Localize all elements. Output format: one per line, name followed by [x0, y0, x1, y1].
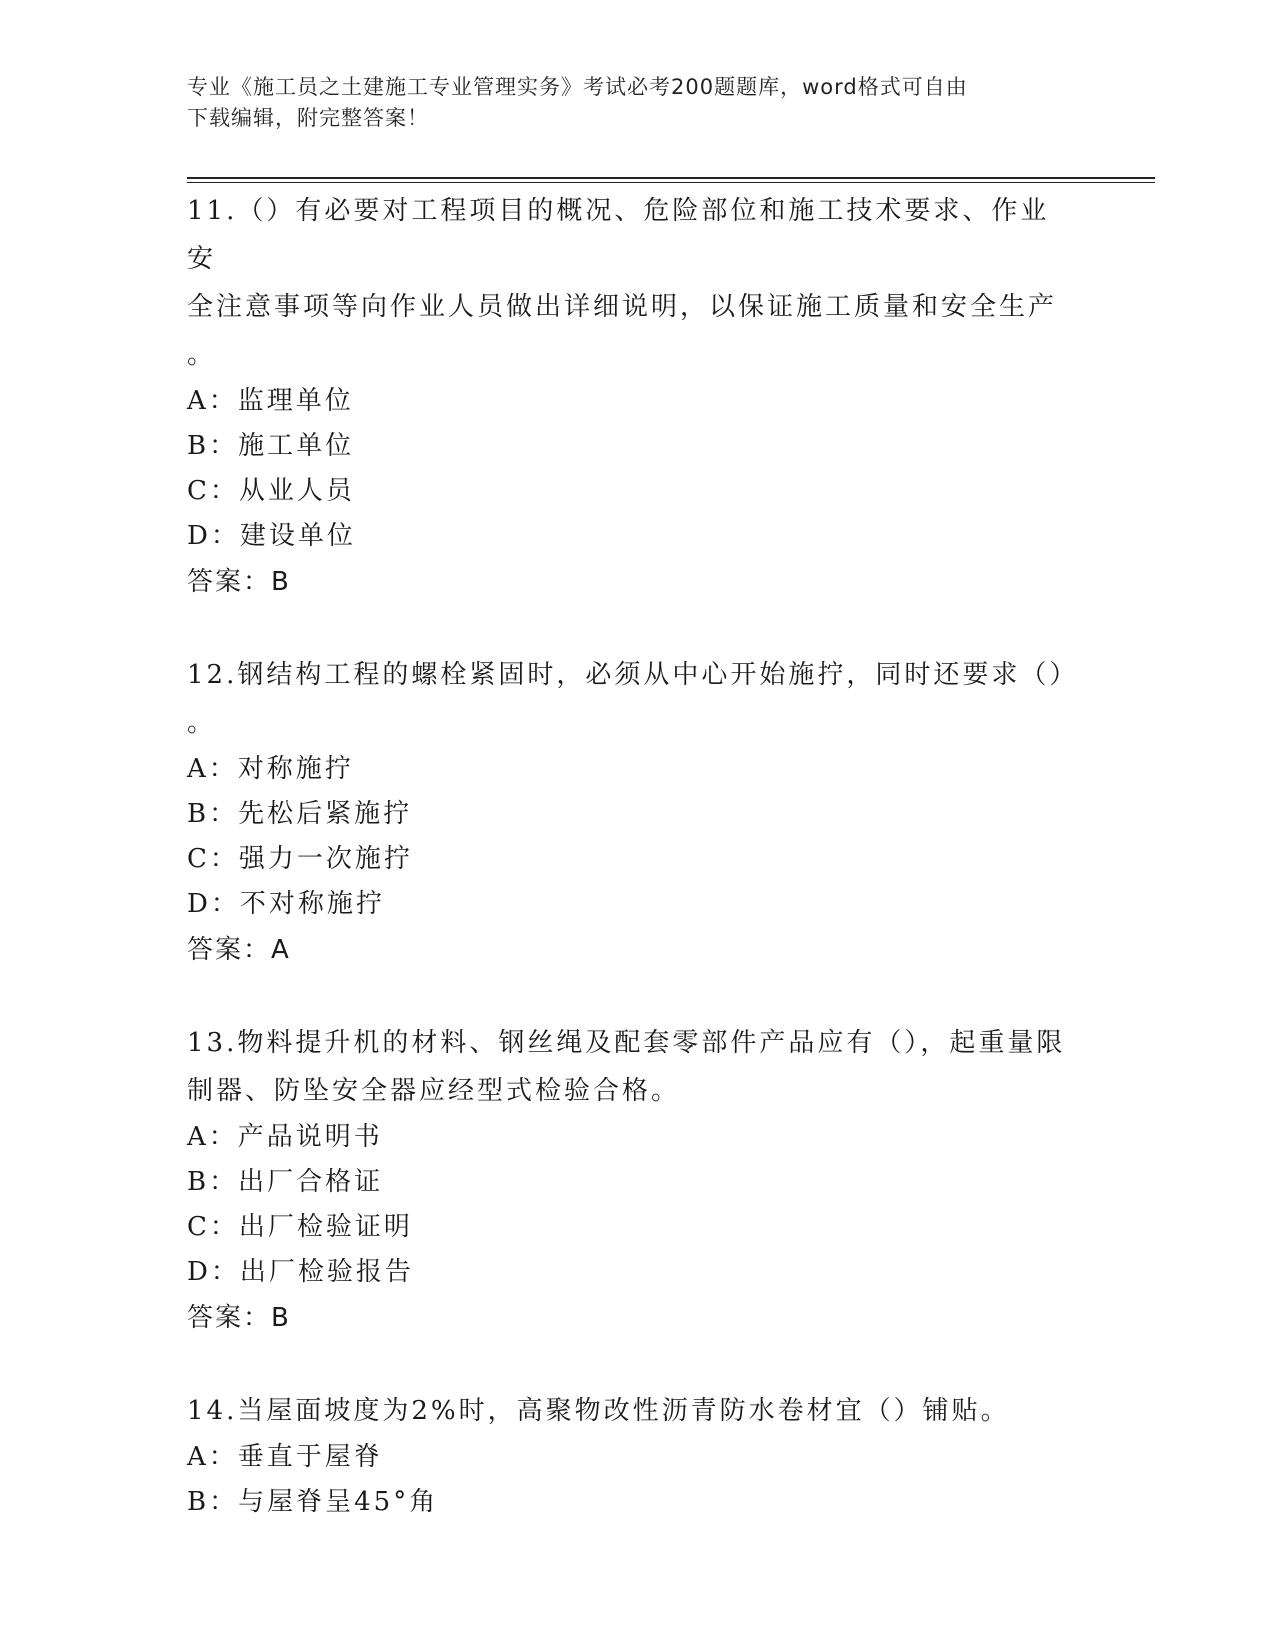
option-a: A：对称施拧	[187, 754, 354, 784]
option-d: D：建设单位	[187, 521, 356, 551]
question-stem-line: 11.（）有必要对工程项目的概况、危险部位和施工技术要求、作业安	[187, 196, 1050, 274]
question-stem-line: 12.钢结构工程的螺栓紧固时，必须从中心开始施拧，同时还要求（）	[187, 660, 1079, 690]
option-d: D：不对称施拧	[187, 889, 385, 919]
question-stem-line: 13.物料提升机的材料、钢丝绳及配套零部件产品应有（），起重量限	[187, 1028, 1066, 1058]
answer-line: 答案：B	[187, 567, 291, 597]
question-stem-line: 制器、防坠安全器应经型式检验合格。	[187, 1076, 681, 1106]
question-stem-line: 全注意事项等向作业人员做出详细说明，以保证施工质量和安全生产	[187, 292, 1058, 322]
option-c: C：从业人员	[187, 476, 355, 506]
header-rule-thick	[187, 177, 1155, 179]
document-header	[187, 72, 1067, 134]
option-d: D：出厂检验报告	[187, 1257, 414, 1287]
question-13	[187, 1019, 1067, 1341]
option-a: A：垂直于屋脊	[187, 1442, 383, 1472]
question-11	[187, 187, 1067, 605]
option-b: B：与屋脊呈45°角	[187, 1487, 439, 1517]
option-c: C：强力一次施拧	[187, 844, 413, 874]
option-a: A：产品说明书	[187, 1122, 383, 1152]
option-a: A：监理单位	[187, 386, 354, 416]
question-stem-line: 。	[187, 340, 217, 370]
option-b: B：施工单位	[187, 431, 355, 461]
option-b: B：出厂合格证	[187, 1167, 384, 1197]
question-list	[187, 187, 1079, 1571]
question-stem-line: 。	[187, 708, 217, 738]
question-14	[187, 1387, 1067, 1525]
answer-line: 答案：A	[187, 935, 291, 965]
answer-line: 答案：B	[187, 1303, 291, 1333]
header-rule-thin	[187, 182, 1155, 183]
question-12	[187, 651, 1079, 973]
header-line-2: 下载编辑，附完整答案！	[187, 106, 429, 130]
header-line-1: 专业《施工员之土建施工专业管理实务》考试必考200题题库，word格式可自由	[187, 75, 968, 99]
option-c: C：出厂检验证明	[187, 1212, 413, 1242]
question-stem-line: 14.当屋面坡度为2%时，高聚物改性沥青防水卷材宜（）铺贴。	[187, 1396, 1010, 1426]
option-b: B：先松后紧施拧	[187, 799, 413, 829]
